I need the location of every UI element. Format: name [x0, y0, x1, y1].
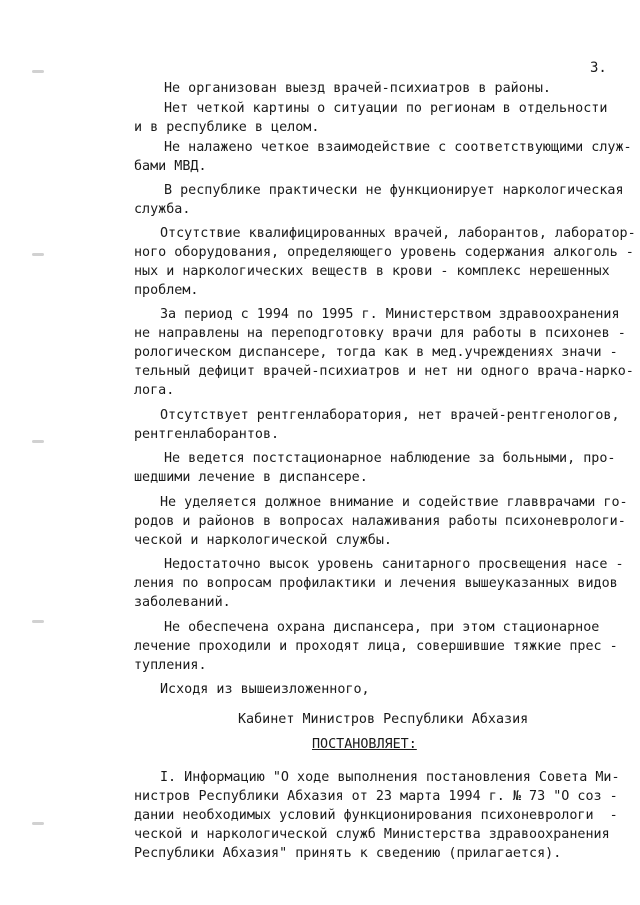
text-line: I. Информацию "О ходе выполнения постановления Совета Ми-	[160, 770, 620, 785]
text-line: лога.	[134, 383, 175, 398]
margin-mark	[32, 822, 44, 825]
text-line: рологическом диспансере, тогда как в мед.учреждениях значи -	[134, 345, 618, 360]
page-number: 3.	[590, 60, 607, 76]
text-line: Республики Абхазия" принять к сведению (прилагается).	[134, 846, 562, 861]
text-line: Отсутствие квалифицированных врачей, лаборантов, лаборатор-	[160, 226, 636, 241]
text-line: Не обеспечена охрана диспансера, при этом стационарное	[164, 620, 600, 635]
text-line: нистров Республики Абхазия от 23 марта 1994 г. № 73 "О соз -	[134, 789, 618, 804]
text-line: ческой и наркологической служб Министерства здравоохранения	[134, 827, 610, 842]
text-line: тупления.	[134, 658, 207, 673]
text-line: ления по вопросам профилактики и лечения вышеуказанных видов	[134, 576, 618, 591]
text-line: В республике практически не функционирует наркологическая	[164, 183, 624, 198]
text-line: заболеваний.	[134, 595, 231, 610]
margin-mark	[32, 70, 44, 73]
text-line: рентгенлаборантов.	[134, 427, 280, 442]
text-line: ческой и наркологической службы.	[134, 533, 392, 548]
text-line: Не налажено четкое взаимодействие с соответствующими служ-	[164, 140, 632, 155]
text-line: За период с 1994 по 1995 г. Министерством здравоохранения	[160, 307, 620, 322]
text-line: Отсутствует рентгенлаборатория, нет врачей-рентгенологов,	[160, 408, 620, 423]
text-line: ных и наркологических веществ в крови - комплекс нерешенных	[134, 264, 610, 279]
text-line: Исходя из вышеизложенного,	[160, 682, 370, 697]
margin-mark	[32, 440, 44, 443]
text-line: бами МВД.	[134, 159, 207, 174]
text-line: Не ведется постстационарное наблюдение за больными, про-	[164, 451, 616, 466]
text-line: Кабинет Министров Республики Абхазия	[238, 712, 529, 727]
text-line: Недостаточно высок уровень санитарного просвещения насе -	[164, 557, 624, 572]
text-line: Не организован выезд врачей-психиатров в районы.	[164, 81, 551, 96]
text-line: дании необходимых условий функционирования психоневрологи -	[134, 808, 618, 823]
margin-mark	[32, 620, 44, 623]
text-line: ПОСТАНОВЛЯЕТ:	[312, 737, 417, 752]
text-line: тельный дефицит врачей-психиатров и нет ни одного врача-нарко-	[134, 364, 634, 379]
text-line: проблем.	[134, 283, 199, 298]
text-line: ного оборудования, определяющего уровень содержания алкоголь -	[134, 245, 634, 260]
text-line: лечение проходили и проходят лица, совершившие тяжкие прес -	[134, 639, 618, 654]
text-line: и в республике в целом.	[134, 120, 320, 135]
margin-mark	[32, 253, 44, 256]
text-line: родов и районов в вопросах налаживания работы психоневрологи-	[134, 514, 626, 529]
text-line: Нет четкой картины о ситуации по регионам в отдельности	[164, 101, 608, 116]
text-line: Не уделяется должное внимание и содействие главврачами го-	[160, 495, 628, 510]
text-line: служба.	[134, 202, 191, 217]
text-line: шедшими лечение в диспансере.	[134, 470, 368, 485]
text-line: не направлены на переподготовку врачи для работы в психонев -	[134, 326, 626, 341]
